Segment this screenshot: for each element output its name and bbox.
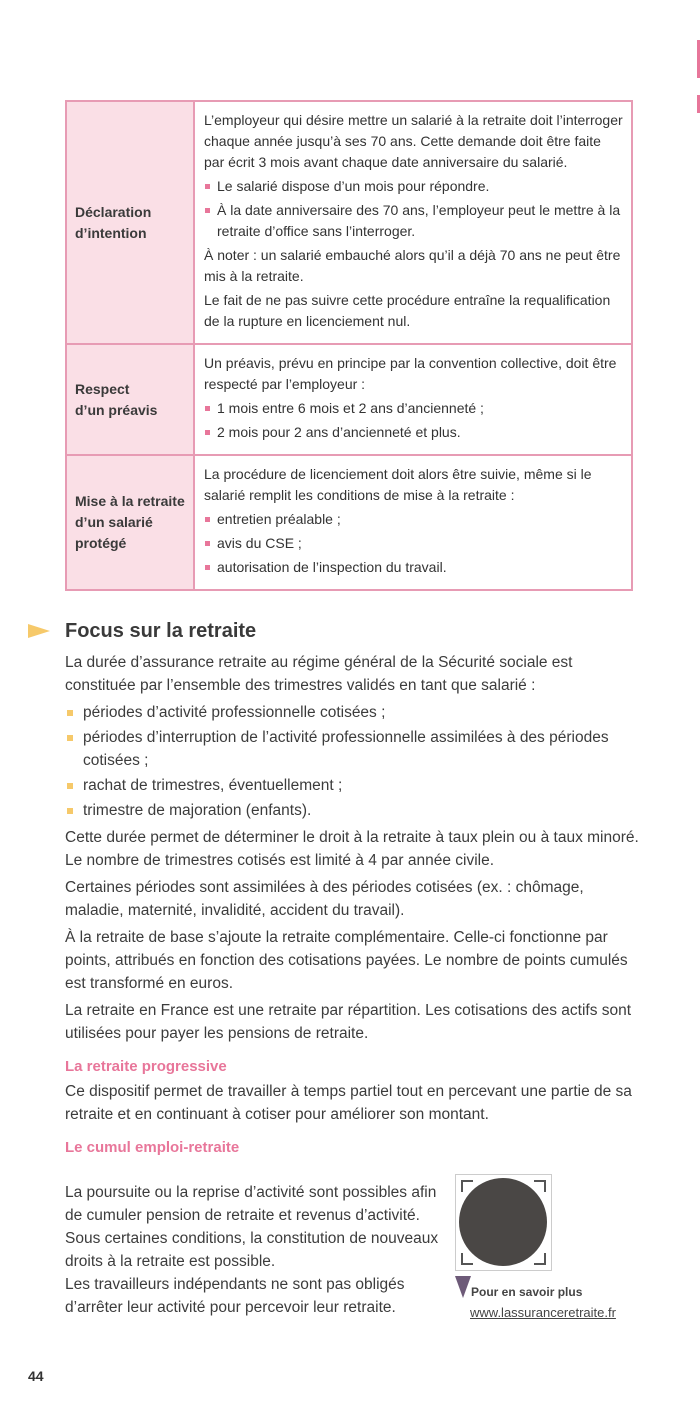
row-paragraph: Un préavis, prévu en principe par la convention collective, doit être respecté par l’employeur : (204, 355, 617, 392)
qr-corner-icon (461, 1253, 473, 1265)
table-row (66, 101, 632, 344)
row-bullet: 1 mois entre 6 mois et 2 ans d’ancienneté ; (204, 398, 623, 419)
more-info-link[interactable]: www.lassuranceretraite.fr (470, 1305, 616, 1320)
cumul-paragraph: Les travailleurs indépendants ne sont pas obligés d’arrêter leur activité pour percevoir leur retraite. (65, 1276, 405, 1316)
qr-corner-icon (534, 1180, 546, 1192)
row-paragraph: La procédure de licenciement doit alors être suivie, même si le salarié remplit les conditions de mise à la retraite : (204, 466, 592, 503)
focus-body (65, 651, 640, 1161)
rules-table-body (66, 101, 632, 590)
row-paragraph: L’employeur qui désire mettre un salarié à la retraite doit l’interroger chaque année jusqu’à ses 70 ans. Cette demande doit être faite par écrit 3 mois avant chaque date anniversaire du salarié. (204, 112, 623, 170)
focus-arrow-icon (28, 624, 50, 638)
row-label (66, 101, 194, 344)
focus-paragraph: La retraite en France est une retraite par répartition. Les cotisations des actifs sont utilisées pour payer les pensions de retraite. (65, 1002, 632, 1042)
focus-paragraph: Cette durée permet de déterminer le droit à la retraite à taux plein ou à taux minoré. Le nombre de trimestres cotisés est limité à 4 par année civile. (65, 829, 639, 869)
retirement-rules-table (65, 100, 633, 591)
qr-code-image (459, 1178, 547, 1266)
table-row (66, 344, 632, 455)
focus-paragraph: À la retraite de base s’ajoute la retraite complémentaire. Celle-ci fonctionne par points, attribués en fonction des cotisations payées. Le nombre de points cumulés est transformé en euros. (65, 929, 628, 992)
focus-paragraph: Certaines périodes sont assimilées à des périodes cotisées (ex. : chômage, maladie, maternité, invalidité, accident du travail). (65, 879, 584, 919)
row-bullet: avis du CSE ; (204, 533, 623, 554)
progressive-retirement-heading: La retraite progressive (65, 1058, 227, 1075)
row-note: Le fait de ne pas suivre cette procédure entraîne la requalification de la rupture en licenciement nul. (204, 292, 611, 329)
row-label (66, 344, 194, 455)
row-content (194, 101, 632, 344)
row-label-line: Respect (75, 380, 130, 397)
focus-bullet: rachat de trimestres, éventuellement ; (65, 774, 640, 797)
page-number: 44 (28, 1368, 44, 1384)
row-label-line: protégé (75, 535, 127, 551)
cumul-emploi-retraite-body (65, 1181, 445, 1319)
focus-title: Focus sur la retraite (65, 620, 257, 642)
cumul-emploi-retraite-heading: Le cumul emploi-retraite (65, 1139, 240, 1156)
row-bullet: entretien préalable ; (204, 509, 623, 530)
row-bullet-list (204, 398, 623, 443)
row-bullet-list (204, 176, 623, 242)
row-bullet: Le salarié dispose d’un mois pour répondre. (204, 176, 623, 197)
pointer-triangle-icon (455, 1276, 471, 1298)
row-label-line: Déclaration (75, 203, 152, 220)
progressive-retirement-text: Ce dispositif permet de travailler à temps partiel tout en percevant une partie de sa retraite et en continuant à cotiser pour améliorer son montant. (65, 1083, 632, 1123)
row-label-line: d’un préavis (75, 401, 158, 418)
focus-bullet: périodes d’activité professionnelle cotisées ; (65, 701, 640, 724)
focus-bullet-list (65, 701, 640, 822)
more-info-label: Pour en savoir plus (471, 1285, 583, 1299)
row-bullet: autorisation de l’inspection du travail. (204, 557, 623, 578)
qr-code[interactable] (455, 1174, 552, 1271)
row-label-line: d’un salarié (75, 514, 153, 530)
row-bullet: À la date anniversaire des 70 ans, l’employeur peut le mettre à la retraite d’office sans l’interroger. (204, 200, 623, 242)
focus-bullet: périodes d’interruption de l’activité professionnelle assimilées à des périodes cotisées ; (65, 726, 640, 772)
row-label (66, 455, 194, 590)
cumul-paragraph: La poursuite ou la reprise d’activité sont possibles afin de cumuler pension de retraite et revenus d’activité. Sous certaines conditions, la constitution de nouveaux droits à la retraite est possible. (65, 1184, 439, 1270)
row-note: À noter : un salarié embauché alors qu’il a déjà 70 ans ne peut être mis à la retraite. (204, 247, 621, 284)
qr-corner-icon (534, 1253, 546, 1265)
focus-intro: La durée d’assurance retraite au régime général de la Sécurité sociale est constituée par l’ensemble des trimestres validés en tant que salarié : (65, 654, 573, 694)
row-content (194, 455, 632, 590)
row-bullet: 2 mois pour 2 ans d’ancienneté et plus. (204, 422, 623, 443)
row-label-line: Mise à la retraite (75, 493, 185, 509)
table-row (66, 455, 632, 590)
row-content (194, 344, 632, 455)
focus-bullet: trimestre de majoration (enfants). (65, 799, 640, 822)
row-bullet-list (204, 509, 623, 578)
row-label-line: d’intention (75, 224, 147, 241)
